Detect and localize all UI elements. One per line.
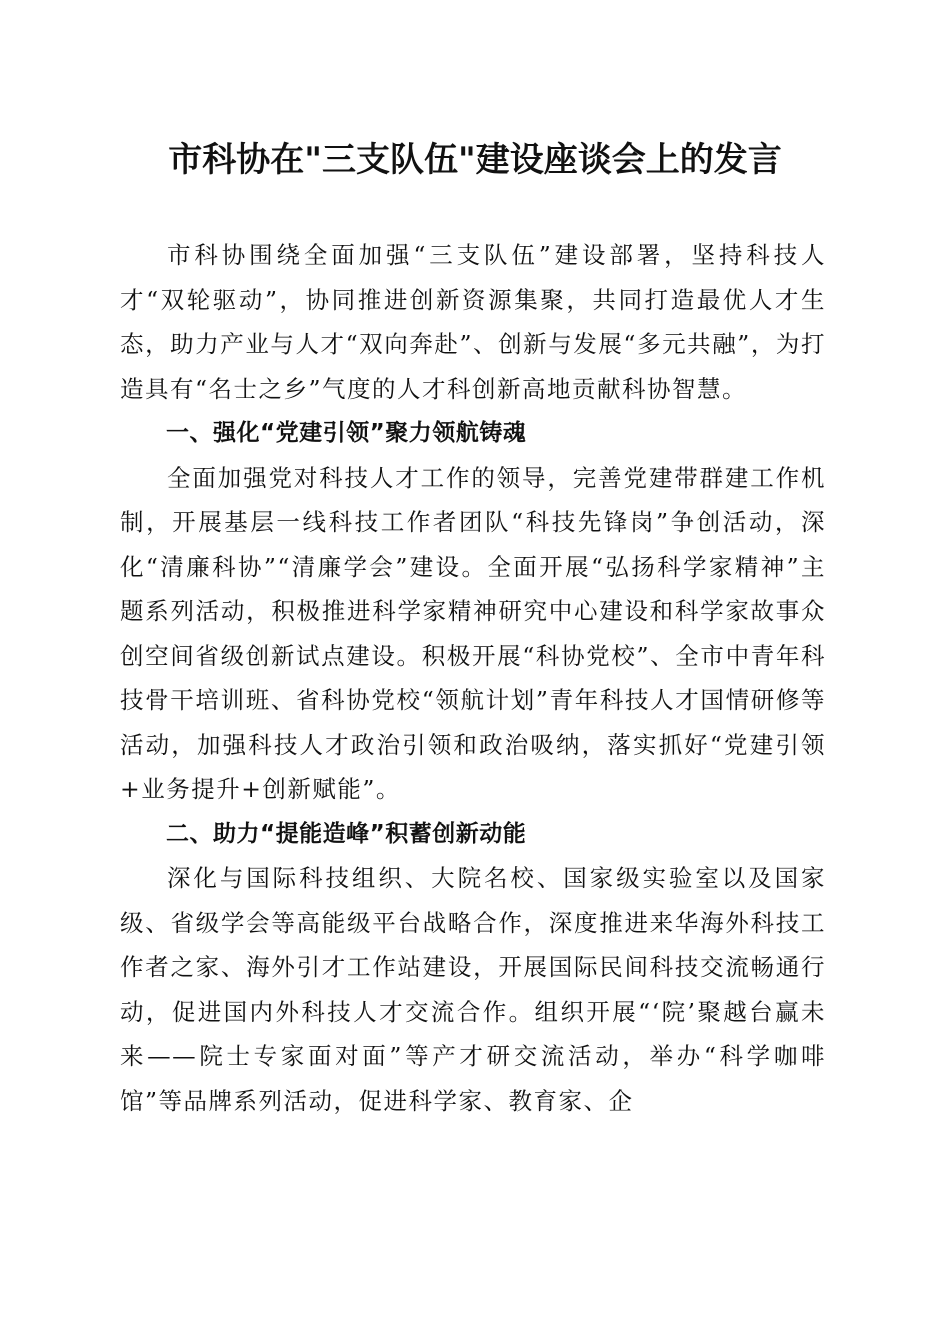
section-heading-1: 一、强化“党建引领”聚力领航铸魂 (166, 420, 527, 446)
intro-paragraph: 市科协围绕全面加强“三支队伍”建设部署，坚持科技人才“双轮驱动”，协同推进创新资源集聚，共同打造最优人才生态，助力产业与人才“双向奔赴”、创新与发展“多元共融”，为打造具有“名士之乡”气度的人才科创新高地贡献科协智慧。 (120, 241, 826, 403)
section-2-paragraph: 深化与国际科技组织、大院名校、国家级实验室以及国家级、省级学会等高能级平台战略合作，深度推进来华海外科技工作者之家、海外引才工作站建设，开展国际民间科技交流畅通行动，促进国内外科技人才交流合作。组织开展“‘院’聚越台赢未来——院士专家面对面”等产才研交流活动，举办“科学咖啡馆”等品牌系列活动，促进科学家、教育家、企 (120, 864, 826, 1115)
document-body (120, 233, 826, 1123)
document-title: 市科协在"三支队伍"建设座谈会上的发言 (168, 140, 782, 180)
section-1-paragraph: 全面加强党对科技人才工作的领导，完善党建带群建工作机制，开展基层一线科技工作者团队“科技先锋岗”争创活动，深化“清廉科协”“清廉学会”建设。全面开展“弘扬科学家精神”主题系列活动，积极推进科学家精神研究中心建设和科学家故事众创空间省级创新试点建设。积极开展“科协党校”、全市中青年科技骨干培训班、省科协党校“领航计划”青年科技人才国情研修等活动，加强科技人才政治引领和政治吸纳，落实抓好“党建引领+业务提升+创新赋能”。 (120, 463, 826, 803)
section-heading-2: 二、助力“提能造峰”积蓄创新动能 (166, 820, 527, 847)
